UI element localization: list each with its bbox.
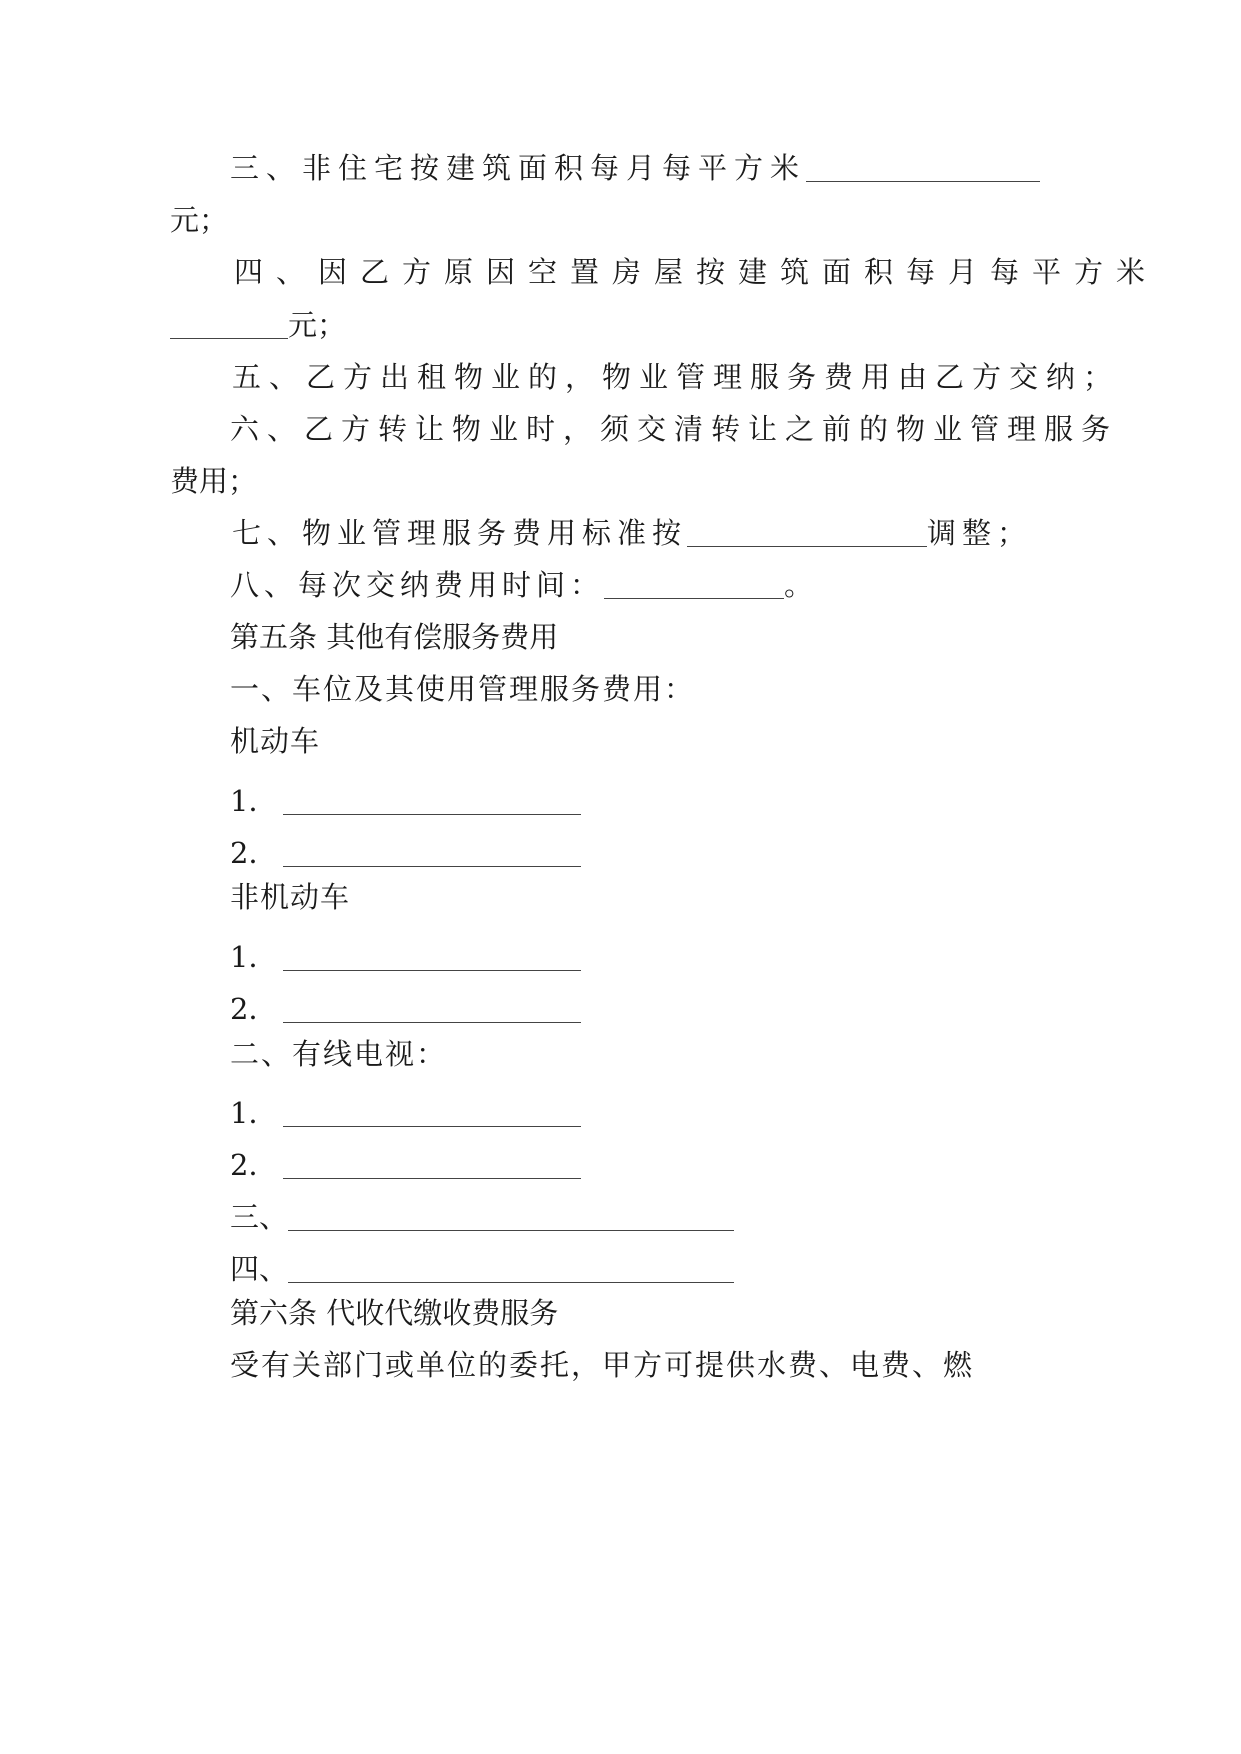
blank-field[interactable] <box>283 1148 581 1179</box>
blank-field[interactable] <box>283 992 581 1023</box>
clause-eight-text: 八、每次交纳费用时间： <box>230 568 605 602</box>
item-four-blank <box>230 1249 734 1289</box>
clause-three-text: 三、非住宅按建筑面积每月每平方米 <box>230 151 807 185</box>
article-six-body-text: 受有关部门或单位的委托，甲方可提供水费、电费、燃 <box>230 1348 975 1382</box>
non-motor-vehicle-heading <box>230 877 350 917</box>
motor-item-2 <box>230 833 581 873</box>
motor-item-2-num: 2． <box>230 836 278 870</box>
clause-four-line <box>234 252 1158 292</box>
clause-six-cont <box>170 461 257 501</box>
item-two-text: 二、有线电视： <box>230 1037 448 1071</box>
cable-item-2-num: 2． <box>230 1148 278 1182</box>
blank-field[interactable] <box>283 784 581 815</box>
non-motor-vehicle-text: 非机动车 <box>230 880 351 914</box>
clause-five-line <box>232 357 1120 397</box>
blank-field[interactable] <box>806 151 1040 182</box>
cable-item-1-num: 1． <box>230 1096 278 1130</box>
clause-six-cont-text: 费用； <box>170 464 258 498</box>
blank-field[interactable] <box>170 308 288 339</box>
clause-six-line <box>230 409 1118 449</box>
motor-item-1 <box>230 781 581 821</box>
item-three-num: 三、 <box>230 1200 289 1234</box>
clause-seven-text: 七、物业管理服务费用标准按 <box>232 516 688 550</box>
non-motor-item-1-num: 1． <box>230 940 278 974</box>
clause-seven-end: 调整； <box>927 516 1033 550</box>
item-three-blank <box>230 1197 734 1237</box>
clause-eight-end: 。 <box>784 568 819 602</box>
clause-three-cont <box>170 200 228 240</box>
clause-three-line <box>230 148 1040 188</box>
article-six-body <box>230 1345 974 1385</box>
non-motor-item-2-num: 2． <box>230 992 278 1026</box>
motor-item-1-num: 1． <box>230 784 278 818</box>
blank-field[interactable] <box>283 940 581 971</box>
item-one-text: 一、车位及其使用管理服务费用： <box>230 672 696 706</box>
motor-vehicle-text: 机动车 <box>230 724 321 758</box>
article-six-heading <box>230 1293 558 1333</box>
blank-field[interactable] <box>283 1096 581 1127</box>
clause-six-text: 六、乙方转让物业时，须交清转让之前的物业管理服务 <box>230 412 1119 446</box>
clause-eight-line <box>230 565 818 605</box>
blank-field[interactable] <box>604 568 784 599</box>
clause-three-cont-text: 元； <box>170 203 229 237</box>
item-one-parking <box>230 669 695 709</box>
motor-vehicle-heading <box>230 721 320 761</box>
cable-item-1 <box>230 1093 581 1133</box>
blank-field[interactable] <box>288 1252 734 1283</box>
article-five-heading <box>230 617 558 657</box>
clause-four-cont <box>170 305 346 345</box>
article-six-text: 第六条 代收代缴收费服务 <box>230 1296 559 1330</box>
blank-field[interactable] <box>288 1200 734 1231</box>
clause-four-text: 四、因乙方原因空置房屋按建筑面积每月每平方米 <box>234 255 1159 289</box>
item-two-cable-tv <box>230 1034 447 1074</box>
non-motor-item-1 <box>230 937 581 977</box>
non-motor-item-2 <box>230 989 581 1029</box>
article-five-text: 第五条 其他有偿服务费用 <box>230 620 559 654</box>
blank-field[interactable] <box>283 836 581 867</box>
blank-field[interactable] <box>687 516 927 547</box>
item-four-num: 四、 <box>230 1252 289 1286</box>
cable-item-2 <box>230 1145 581 1185</box>
clause-five-text: 五、乙方出租物业的，物业管理服务费用由乙方交纳； <box>232 360 1121 394</box>
clause-four-cont-text: 元； <box>288 308 347 342</box>
clause-seven-line <box>232 513 1032 553</box>
